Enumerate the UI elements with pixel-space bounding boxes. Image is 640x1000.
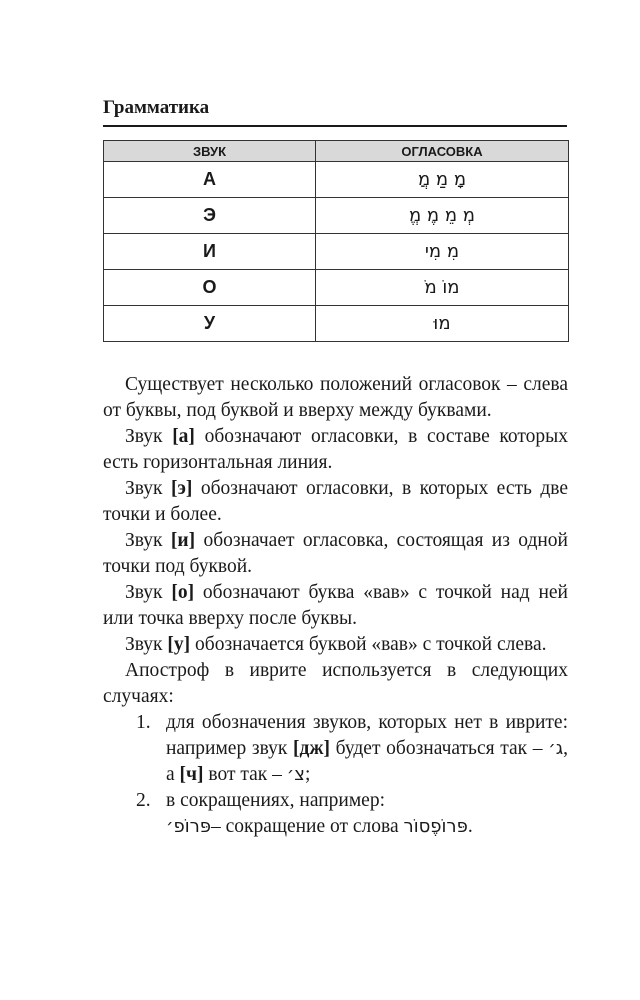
sound-cell: У (104, 306, 316, 342)
paragraph (103, 658, 568, 710)
paragraph-text: Существует несколько положений огласовок – слева от буквы, под буквой и вверху между буквами. (103, 374, 568, 421)
sound-cell: А (104, 162, 316, 198)
paragraph-text: Апостроф в иврите используется в следующих случаях: (103, 660, 568, 707)
paragraph-text: Звук (125, 530, 171, 551)
sound-label: [ч] (179, 764, 204, 785)
sound-label: [о] (171, 582, 195, 603)
list-text: для обозначения звуков, которых нет в иврите: например звук (166, 712, 568, 759)
paragraph-text: Звук (125, 582, 172, 603)
hebrew-example: ג׳ (548, 738, 564, 759)
list-item (103, 710, 568, 788)
paragraph-text: обозначают буква «вав» с точкой над ней или точка вверху после буквы. (103, 582, 568, 629)
paragraph-text: обозначают огласовки, в составе которых есть горизонтальная линия. (103, 426, 568, 473)
page-header (103, 97, 567, 127)
vowel-cell: מָ מַ מֲ (316, 162, 569, 198)
table-row (104, 234, 569, 270)
hebrew-example: פּרוֹפ׳ (166, 816, 212, 837)
list-item (103, 788, 568, 840)
sound-cell: О (104, 270, 316, 306)
list-number: 2. (136, 790, 151, 811)
sound-label: [и] (170, 530, 196, 551)
paragraph (103, 424, 568, 476)
vowel-cell: מוּ (316, 306, 569, 342)
hebrew-example: פּרוֹפֶסוֹר (403, 816, 468, 837)
paragraph-text: Звук (125, 478, 171, 499)
list-text: в сокращениях, например: (166, 790, 385, 811)
list-text: , а (166, 738, 569, 785)
paragraph-text: обозначают огласовки, в которых есть две точки и более. (103, 478, 568, 525)
table-row (104, 306, 569, 342)
paragraph (103, 632, 568, 658)
body-text (103, 372, 568, 840)
vowel-cell: מִ מִי (316, 234, 569, 270)
paragraph (103, 372, 568, 424)
paragraph (103, 476, 568, 528)
sound-label: [у] (167, 634, 191, 655)
paragraph-text: Звук (125, 634, 168, 655)
hebrew-example: צ׳ (286, 764, 305, 785)
table-header-row (104, 141, 569, 162)
sound-label: [дж] (293, 738, 331, 759)
column-header-vowel: ОГЛАСОВКА (316, 141, 569, 162)
vowel-cell: מְ מֵ מֶ מֱ (316, 198, 569, 234)
paragraph-text: обозначает огласовка, состоящая из одной точки под буквой. (103, 530, 568, 577)
vowel-cell: מוֹ מֹ (316, 270, 569, 306)
paragraph (103, 580, 568, 632)
paragraph-text: обозначается буквой «вав» с точкой слева. (190, 634, 547, 655)
list-text: – сокращение от слова (211, 816, 404, 837)
paragraph (103, 528, 568, 580)
vowel-table (103, 140, 569, 342)
list-text: будет обозначаться так – (330, 738, 549, 759)
table-row (104, 162, 569, 198)
list-text: ; (304, 764, 311, 785)
list-number: 1. (136, 712, 151, 733)
list-text: вот так – (203, 764, 287, 785)
header-rule (103, 125, 567, 127)
sound-cell: Э (104, 198, 316, 234)
sound-cell: И (104, 234, 316, 270)
sound-label: [э] (170, 478, 193, 499)
sound-label: [а] (172, 426, 195, 447)
table-row (104, 198, 569, 234)
table-row (104, 270, 569, 306)
page-title: Грамматика (103, 97, 210, 118)
list-text: . (467, 816, 473, 837)
paragraph-text: Звук (125, 426, 173, 447)
column-header-sound: ЗВУК (104, 141, 316, 162)
